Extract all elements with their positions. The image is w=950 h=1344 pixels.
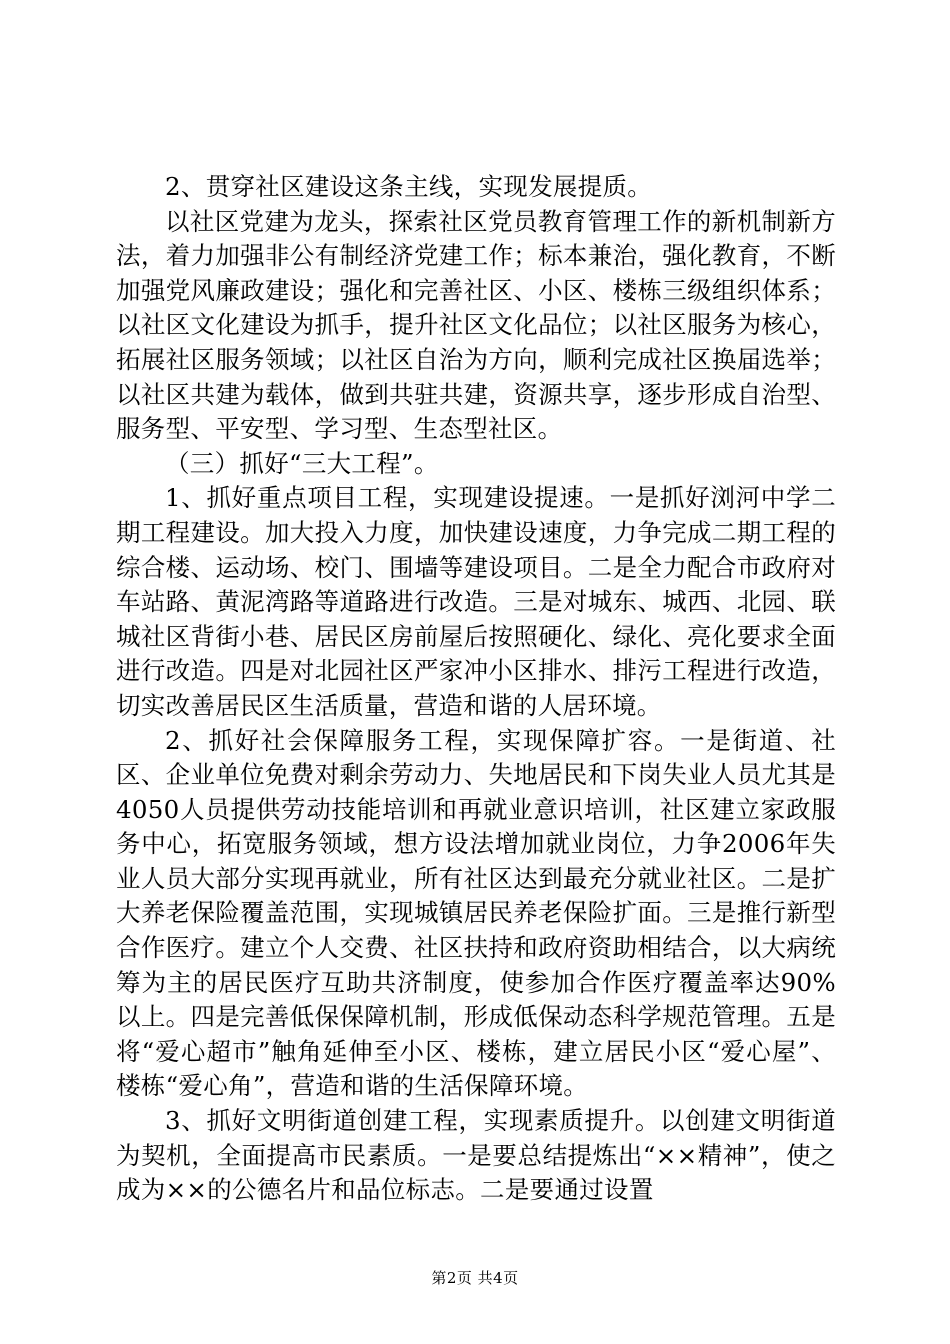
paragraph-community-building: 以社区党建为龙头，探索社区党员教育管理工作的新机制新方法，着力加强非公有制经济党建工作；标本兼治，强化教育，不断加强党风廉政建设；强化和完善社区、小区、楼栋三级组织体系；以社区文化建设为抓手，提升社区文化品位；以社区服务为核心，拓展社区服务领域；以社区自治为方向，顺利完成社区换届选举；以社区共建为载体，做到共驻共建，资源共享，逐步形成自治型、服务型、平安型、学习型、生态型社区。: [116, 206, 836, 444]
paragraph-civilized-street: 3、抓好文明街道创建工程，实现素质提升。以创建文明街道为契机，全面提高市民素质。一是要总结提炼出“××精神”，使之成为××的公德名片和品位标志。二是要通过设置: [116, 1106, 836, 1205]
paragraph-social-security: 2、抓好社会保障服务工程，实现保障扩容。一是街道、社区、企业单位免费对剩余劳动力、失地居民和下岗失业人员尤其是4050人员提供劳动技能培训和再就业意识培训，社区建立家政服务中心，拓宽服务领域，想方设法增加就业岗位，力争2006年失业人员大部分实现再就业，所有社区达到最充分就业社区。二是扩大养老保险覆盖范围，实现城镇居民养老保险扩面。三是推行新型合作医疗。建立个人交费、社区扶持和政府资助相结合，以大病统筹为主的居民医疗互助共济制度，使参加合作医疗覆盖率达90%以上。四是完善低保保障机制，形成低保动态科学规范管理。五是将“爱心超市”触角延伸至小区、楼栋，建立居民小区“爱心屋”、楼栋“爱心角”，营造和谐的生活保障环境。: [116, 725, 836, 1101]
document-body: [116, 170, 836, 1208]
paragraph-section-three-heading: （三）抓好“三大工程”。: [165, 448, 439, 478]
paragraph-key-projects: 1、抓好重点项目工程，实现建设提速。一是抓好浏河中学二期工程建设。加大投入力度，加快建设速度，力争完成二期工程的综合楼、运动场、校门、围墙等建设项目。二是全力配合市政府对车站路、黄泥湾路等道路进行改造。三是对城东、城西、北园、联城社区背街小巷、居民区房前屋后按照硬化、绿化、亮化要求全面进行改造。四是对北园社区严家冲小区排水、排污工程进行改造，切实改善居民区生活质量，营造和谐的人居环境。: [116, 483, 836, 720]
page-footer: 第2页 共4页: [431, 1269, 519, 1287]
paragraph-subheading-2: 2、贯穿社区建设这条主线，实现发展提质。: [165, 172, 653, 201]
